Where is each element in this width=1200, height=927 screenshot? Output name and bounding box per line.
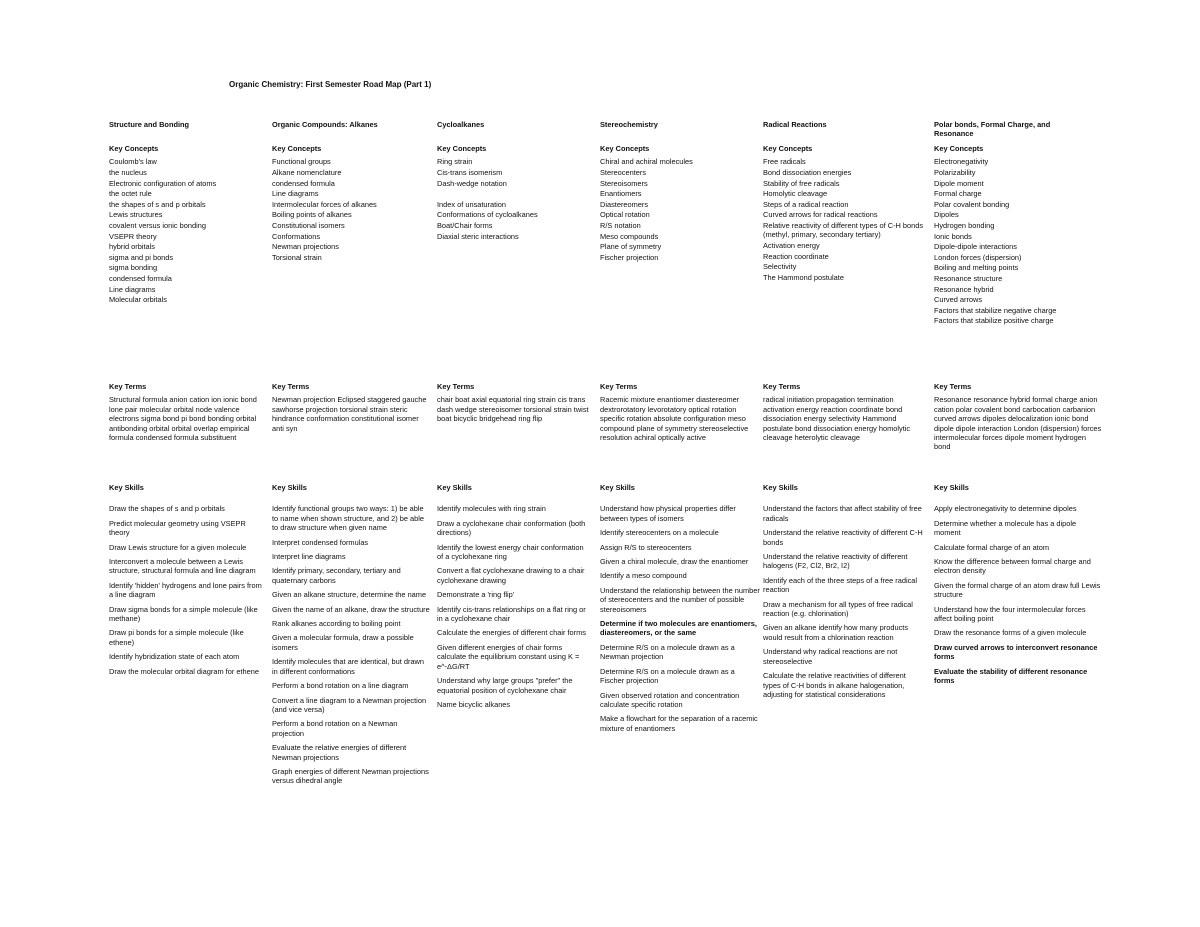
concept-item: Alkane nomenclature — [272, 168, 342, 177]
key-skills-title: Key Skills — [763, 483, 798, 492]
skill-item: Understand how the four intermolecular forces affect boiling point — [934, 604, 1086, 624]
skill-item: Calculate the energies of different chair forms — [437, 628, 586, 638]
skill-item: Understand the relative reactivity of different halogens (F2, Cl2, Br2, I2) — [763, 552, 908, 571]
concept-item: Constitutional isomers — [272, 220, 345, 230]
key-terms-title: Key Terms — [600, 382, 638, 391]
key-skills-title: Key Skills — [934, 483, 969, 492]
concept-item: R/S notation — [600, 220, 641, 230]
skill-item: Draw Lewis structure for a given molecule — [109, 542, 247, 552]
skill-item: Identify 'hidden' hydrogens and lone pairs from a line diagram — [109, 580, 262, 600]
skill-item: Identify cis-trans relationships on a flat ring or in a cyclohexane chair — [437, 604, 586, 624]
concept-item: Index of unsaturation — [437, 199, 507, 209]
concept-item: Diaxial steric interactions — [437, 231, 519, 241]
key-concepts-title: Key Concepts — [272, 144, 322, 153]
concept-item: condensed formula — [272, 178, 335, 188]
concept-item: condensed formula — [109, 273, 172, 283]
key-concepts-title: Key Concepts — [437, 144, 487, 153]
concept-item: Reaction coordinate — [763, 251, 829, 261]
skill-item: Draw the resonance forms of a given molecule — [934, 628, 1087, 638]
skill-item: Understand how physical properties differ between types of isomers — [600, 504, 736, 523]
concept-item: Formal charge — [934, 189, 982, 199]
skill-item: Name bicyclic alkanes — [437, 699, 511, 709]
key-terms-title: Key Terms — [109, 382, 147, 391]
skill-item: Draw the molecular orbital diagram for ethene — [109, 666, 259, 676]
concept-item: Dipole-dipole interactions — [934, 242, 1017, 252]
key-terms-section — [109, 382, 264, 442]
key-concepts-title: Key Concepts — [763, 144, 813, 153]
key-concepts-title: Key Concepts — [109, 144, 159, 153]
skill-item: Interpret condensed formulas — [272, 537, 369, 547]
skill-item: Determine R/S on a molecule drawn as a Newman projection — [600, 642, 735, 662]
skill-item: Interconvert a molecule between a Lewis structure, structural formula and line diagram — [109, 557, 256, 576]
skill-item: Convert a line diagram to a Newman projection (and vice versa) — [272, 695, 427, 714]
key-terms-title: Key Terms — [763, 382, 801, 391]
concept-item: Torsional strain — [272, 252, 322, 262]
skill-item: Apply electronegativity to determine dipoles — [934, 504, 1077, 514]
key-skills-title: Key Skills — [437, 483, 472, 492]
concept-item: Stereocenters — [600, 168, 647, 177]
concept-item: Polarizability — [934, 168, 976, 177]
concept-item: Conformations of cycloalkanes — [437, 210, 538, 220]
key-terms-section — [600, 382, 760, 442]
key-concepts-title: Key Concepts — [600, 144, 650, 153]
skill-item: Understand the relationship between the number of stereocenters and the number of possible stereoisomers — [600, 585, 760, 614]
concept-item: Resonance hybrid — [934, 284, 994, 294]
concept-item: Molecular orbitals — [109, 295, 167, 305]
skill-item: Identify hybridization state of each atom — [109, 652, 240, 662]
concept-item: London forces (dispersion) — [934, 252, 1022, 262]
key-terms-text: Newman projection Eclipsed staggered gauche sawhorse projection torsional strain steric hindrance conformation constitutional isomer anti syn — [272, 395, 427, 433]
skill-item: Given a chiral molecule, draw the enantiomer — [600, 557, 749, 567]
skill-item: Rank alkanes according to boiling point — [272, 619, 401, 629]
key-terms-section — [763, 382, 925, 442]
skill-item: Perform a bond rotation on a line diagram — [272, 681, 409, 691]
skill-item: Given an alkane identify how many products would result from a chlorination reaction — [763, 623, 909, 642]
concept-item: Diastereomers — [600, 199, 649, 209]
key-concepts-section — [934, 144, 1102, 327]
concept-item: Bond dissociation energies — [763, 168, 852, 177]
concept-item: The Hammond postulate — [763, 272, 844, 282]
key-skills-section — [763, 483, 925, 704]
page-title: Organic Chemistry: First Semester Road Map (Part 1) — [229, 80, 432, 89]
concept-item: Activation energy — [763, 240, 820, 250]
skill-item: Identify the lowest energy chair conformation of a cyclohexane ring — [437, 542, 584, 562]
key-concepts-title: Key Concepts — [934, 144, 984, 153]
skill-item: Given the name of an alkane, draw the structure — [272, 604, 430, 614]
skill-item: Identify stereocenters on a molecule — [600, 528, 719, 538]
concept-item: Stereoisomers — [600, 178, 648, 188]
concept-item — [437, 189, 589, 198]
concept-item: Plane of symmetry — [600, 242, 662, 252]
skill-item: Draw pi bonds for a simple molecule (like ethene) — [109, 628, 244, 647]
concept-item: Free radicals — [763, 157, 806, 167]
skill-item: Draw a cyclohexane chair conformation (both directions) — [437, 518, 586, 538]
column-heading: Organic Compounds: Alkanes — [272, 120, 378, 129]
skill-item: Determine if two molecules are enantiomers, diastereomers, or the same — [600, 619, 757, 638]
concept-item: Hydrogen bonding — [934, 220, 995, 230]
key-terms-section — [934, 382, 1102, 452]
concept-item: Optical rotation — [600, 210, 650, 220]
concept-item: sigma and pi bonds — [109, 252, 174, 262]
concept-item: Fischer projection — [600, 252, 659, 262]
concept-item: Dash-wedge notation — [437, 178, 507, 188]
skill-item: Make a flowchart for the separation of a racemic mixture of enantiomers — [600, 714, 758, 733]
concept-item: Conformations — [272, 231, 321, 241]
key-skills-section — [600, 483, 760, 738]
skill-item: Draw a mechanism for all types of free radical reaction (e.g. chlorination) — [763, 599, 913, 619]
skill-item: Calculate the relative reactivities of different types of C-H bonds in alkane halogenation, adjusting for statistical considerations — [763, 671, 906, 699]
key-terms-section — [437, 382, 589, 424]
skill-item: Perform a bond rotation on a Newman projection — [272, 719, 398, 738]
key-concepts-section — [763, 144, 925, 283]
column-heading: Radical Reactions — [763, 120, 827, 129]
key-concepts-section — [437, 144, 589, 242]
skill-item: Demonstrate a 'ring flip' — [437, 590, 515, 600]
key-skills-title: Key Skills — [272, 483, 307, 492]
concept-item: the shapes of s and p orbitals — [109, 199, 206, 209]
skill-item: Given different energies of chair forms calculate the equilibrium constant using K = e^-ΔG/RT — [437, 642, 580, 671]
concept-item: Newman projections — [272, 242, 339, 252]
skill-item: Understand the relative reactivity of different C-H bonds — [763, 528, 923, 547]
concept-item: Selectivity — [763, 262, 797, 272]
key-terms-title: Key Terms — [272, 382, 310, 391]
concept-item: hybrid orbitals — [109, 242, 156, 252]
key-terms-text: Structural formula anion cation ion ionic bond lone pair molecular orbital node valence electrons sigma bond pi bond bonding orbital antibonding orbital orbital overlap empirical formula condensed formula substituent — [109, 395, 257, 443]
concept-item: Boiling points of alkanes — [272, 210, 352, 220]
skill-item: Interpret line diagrams — [272, 552, 346, 562]
concept-item: Stability of free radicals — [763, 178, 840, 188]
column-heading: Polar bonds, Formal Charge, and Resonance — [934, 120, 1051, 139]
skill-item: Identify molecules that are identical, but drawn in different conformations — [272, 657, 425, 676]
column-heading: Structure and Bonding — [109, 120, 190, 129]
concept-item: Dipole moment — [934, 178, 984, 188]
skill-item: Identify primary, secondary, tertiary and quaternary carbons — [272, 566, 401, 585]
key-terms-text: Resonance resonance hybrid formal charge anion cation polar covalent bond carbocation carbanion curved arrows dipoles delocalization ionic bond dipole dipole interaction London (dispersion) forces intermolecular forces dipole moment hydrogen bond — [934, 395, 1102, 452]
concept-item: VSEPR theory — [109, 231, 157, 241]
key-terms-title: Key Terms — [437, 382, 475, 391]
key-skills-section — [272, 483, 430, 791]
concept-item: Homolytic cleavage — [763, 189, 828, 199]
skill-item: Identify molecules with ring strain — [437, 504, 546, 514]
concept-item: Curved arrows for radical reactions — [763, 210, 878, 220]
skill-item: Predict molecular geometry using VSEPR theory — [109, 518, 246, 538]
key-skills-title: Key Skills — [109, 483, 144, 492]
skill-item: Understand why radical reactions are not stereoselective — [763, 647, 898, 666]
key-concepts-section — [600, 144, 760, 263]
key-skills-section — [437, 483, 589, 714]
concept-item: Meso compounds — [600, 231, 659, 241]
concept-item: Boiling and melting points — [934, 263, 1019, 273]
concept-item: Boat/Chair forms — [437, 220, 493, 230]
concept-item: Dipoles — [934, 210, 959, 220]
skill-item: Given observed rotation and concentration calculate specific rotation — [600, 690, 740, 709]
concept-item: Relative reactivity of different types of C-H bonds (methyl, primary, secondary tertiary) — [763, 220, 924, 240]
key-skills-section — [934, 483, 1102, 691]
concept-item: sigma bonding — [109, 263, 158, 273]
concept-item: the nucleus — [109, 168, 147, 177]
skill-item: Given an alkane structure, determine the name — [272, 590, 427, 600]
skill-item: Draw sigma bonds for a simple molecule (like methane) — [109, 604, 258, 624]
skill-item: Identify each of the three steps of a free radical reaction — [763, 575, 918, 595]
skill-item: Identify a meso compound — [600, 571, 687, 581]
concept-item: Ionic bonds — [934, 231, 972, 241]
skill-item: Draw the shapes of s and p orbitals — [109, 504, 225, 514]
concept-item: the octet rule — [109, 189, 152, 199]
skill-item: Know the difference between formal charge and electron density — [934, 557, 1091, 576]
key-skills-title: Key Skills — [600, 483, 635, 492]
key-terms-text: Racemic mixture enantiomer diastereomer dextrorotatory levorotatory optical rotation specific rotation absolute configuration meso compound plane of symmetry stereoselective resolution achiral optically active — [600, 395, 749, 443]
skill-item: Evaluate the stability of different resonance forms — [934, 666, 1088, 686]
concept-item: Electronic configuration of atoms — [109, 178, 217, 188]
concept-item: Intermolecular forces of alkanes — [272, 199, 377, 209]
concept-item: Lewis structures — [109, 210, 163, 220]
concept-item: covalent versus ionic bonding — [109, 220, 206, 230]
concept-item: Resonance structure — [934, 273, 1003, 283]
skill-item: Given a molecular formula, draw a possible isomers — [272, 633, 414, 652]
column-heading: Stereochemistry — [600, 120, 658, 129]
concept-item: Cis-trans isomerism — [437, 168, 503, 177]
concept-item: Electronegativity — [934, 157, 989, 167]
key-concepts-section — [272, 144, 430, 263]
skill-item: Calculate formal charge of an atom — [934, 542, 1050, 552]
concept-item: Factors that stabilize negative charge — [934, 305, 1057, 315]
skill-item: Evaluate the relative energies of different Newman projections — [272, 743, 407, 762]
skill-item: Given the formal charge of an atom draw full Lewis structure — [934, 580, 1101, 600]
concept-item: Polar covalent bonding — [934, 199, 1010, 209]
concept-item: Enantiomers — [600, 189, 642, 199]
key-concepts-section — [109, 144, 264, 306]
concept-item: Ring strain — [437, 157, 473, 167]
concept-item: Functional groups — [272, 157, 331, 167]
skill-item: Understand the factors that affect stability of free radicals — [763, 504, 922, 523]
key-skills-section — [109, 483, 264, 681]
concept-item: Line diagrams — [109, 284, 156, 294]
skill-item: Understand why large groups "prefer" the equatorial position of cyclohexane chair — [437, 676, 573, 695]
concept-item: Factors that stabilize positive charge — [934, 316, 1054, 326]
concept-item: Chiral and achiral molecules — [600, 157, 693, 167]
column-heading: Cycloalkanes — [437, 120, 485, 129]
skill-item: Convert a flat cyclohexane drawing to a chair cyclohexane drawing — [437, 566, 585, 585]
skill-item: Determine whether a molecule has a dipole moment — [934, 518, 1077, 538]
concept-item: Coulomb's law — [109, 157, 157, 167]
skill-item: Graph energies of different Newman projections versus dihedral angle — [272, 766, 429, 786]
concept-item: Line diagrams — [272, 189, 319, 199]
key-terms-text: radical initiation propagation termination activation energy reaction coordinate bond dissociation energy selectivity Hammond postulate bond dissociation energy homolytic cleavage heterolytic cleavage — [763, 395, 911, 443]
key-terms-section — [272, 382, 430, 433]
key-terms-title: Key Terms — [934, 382, 972, 391]
skill-item: Draw curved arrows to interconvert resonance forms — [934, 642, 1098, 662]
concept-item: Steps of a radical reaction — [763, 199, 849, 209]
concept-item: Curved arrows — [934, 295, 983, 305]
skill-item: Determine R/S on a molecule drawn as a Fischer projection — [600, 666, 735, 686]
key-terms-text: chair boat axial equatorial ring strain cis trans dash wedge stereoisomer torsional strain twist boat bicyclic bridgehead ring flip — [437, 395, 589, 424]
skill-item: Identify functional groups two ways: 1) be able to name when shown structure, and 2) be able to draw structure when given name — [272, 504, 425, 533]
skill-item: Assign R/S to stereocenters — [600, 542, 692, 552]
